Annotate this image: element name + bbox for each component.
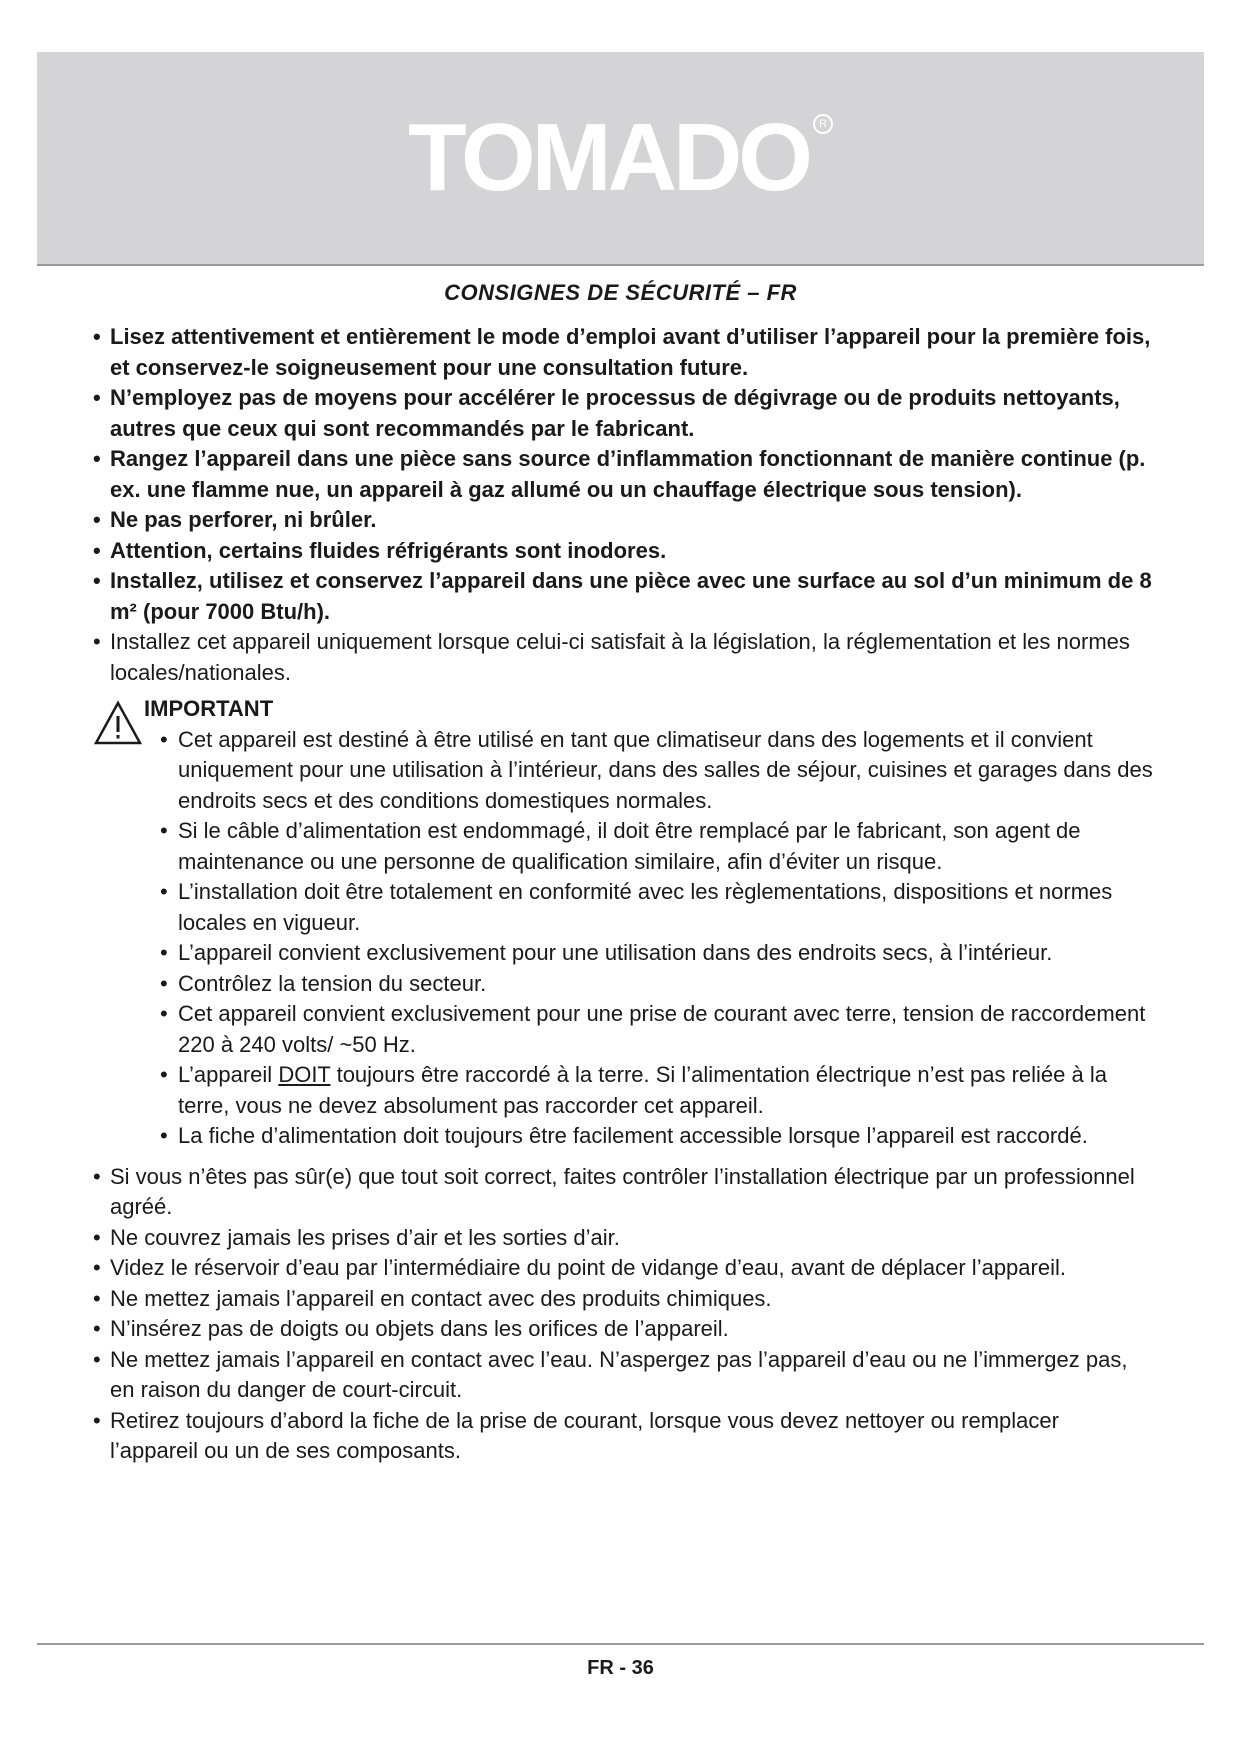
additional-safety-list <box>93 1162 1153 1467</box>
list-item: • N’insérez pas de doigts ou objets dans les orifices de l’appareil. <box>93 1314 1153 1345</box>
doit-after: toujours être raccordé à la terre. Si l’alimentation électrique n’est pas reliée à la terre, vous ne devez absolument pas raccorder cet appareil. <box>178 1062 1107 1118</box>
list-item: • Installez cet appareil uniquement lorsque celui-ci satisfait à la législation, la réglementation et les normes locales/nationales. <box>93 627 1153 688</box>
important-section <box>93 694 1153 1152</box>
list-item: • L’appareil convient exclusivement pour une utilisation dans des endroits secs, à l’intérieur. <box>160 938 1153 969</box>
list-item: • Retirez toujours d’abord la fiche de la prise de courant, lorsque vous devez nettoyer ou remplacer l’appareil ou un de ses composants. <box>93 1406 1153 1467</box>
list-item: • Attention, certains fluides réfrigérants sont inodores. <box>93 536 1153 567</box>
list-item: • Ne mettez jamais l’appareil en contact avec l’eau. N’aspergez pas l’appareil d’eau ou ne l’immergez pas, en raison du danger de court-circuit. <box>93 1345 1153 1406</box>
registered-mark-icon: R <box>813 114 833 134</box>
list-item: • Cet appareil est destiné à être utilisé en tant que climatiseur dans des logements et il convient uniquement pour une utilisation à l’intérieur, dans des salles de séjour, cuisines et garages dans des endroits secs et des conditions domestiques normales. <box>160 725 1153 817</box>
list-item: • Cet appareil convient exclusivement pour une prise de courant avec terre, tension de raccordement 220 à 240 volts/ ~50 Hz. <box>160 999 1153 1060</box>
section-title: CONSIGNES DE SÉCURITÉ – FR <box>444 280 797 305</box>
safety-content <box>93 322 1153 1467</box>
brand-name: TOMADO <box>408 104 809 211</box>
important-list <box>160 725 1153 1152</box>
header-band <box>37 52 1204 266</box>
list-item: • Ne pas perforer, ni brûler. <box>93 505 1153 536</box>
list-item: • La fiche d’alimentation doit toujours être facilement accessible lorsque l’appareil est raccordé. <box>160 1121 1153 1152</box>
list-item: • Videz le réservoir d’eau par l’intermédiaire du point de vidange d’eau, avant de déplacer l’appareil. <box>93 1253 1153 1284</box>
list-item: • L’installation doit être totalement en conformité avec les règlementations, dispositions et normes locales en vigueur. <box>160 877 1153 938</box>
list-item <box>160 1060 1153 1121</box>
list-item: • Si le câble d’alimentation est endommagé, il doit être remplacé par le fabricant, son agent de maintenance ou une personne de qualification similaire, afin d’éviter un risque. <box>160 816 1153 877</box>
doit-before: L’appareil <box>178 1062 279 1087</box>
brand-logo <box>37 104 1204 211</box>
list-item: • Contrôlez la tension du secteur. <box>160 969 1153 1000</box>
warning-triangle-icon <box>93 700 143 746</box>
list-item: • Ne couvrez jamais les prises d’air et les sorties d’air. <box>93 1223 1153 1254</box>
list-item: • Ne mettez jamais l’appareil en contact avec des produits chimiques. <box>93 1284 1153 1315</box>
page-number: FR - 36 <box>587 1657 654 1679</box>
list-item: • Rangez l’appareil dans une pièce sans source d’inflammation fonctionnant de manière continue (p. ex. une flamme nue, un appareil à gaz allumé ou un chauffage électrique sous tension). <box>93 444 1153 505</box>
bold-safety-list <box>93 322 1153 627</box>
important-title: IMPORTANT <box>144 696 274 721</box>
doit-emphasis: DOIT <box>278 1062 331 1087</box>
list-item: • Installez, utilisez et conservez l’appareil dans une pièce avec une surface au sol d’un minimum de 8 m² (pour 7000 Btu/h). <box>93 566 1153 627</box>
list-item: • N’employez pas de moyens pour accélérer le processus de dégivrage ou de produits nettoyants, autres que ceux qui sont recommandés par le fabricant. <box>93 383 1153 444</box>
list-item: • Si vous n’êtes pas sûr(e) que tout soit correct, faites contrôler l’installation électrique par un professionnel agréé. <box>93 1162 1153 1223</box>
list-item: • Lisez attentivement et entièrement le mode d’emploi avant d’utiliser l’appareil pour la première fois, et conservez-le soigneusement pour une consultation future. <box>93 322 1153 383</box>
footer-divider <box>37 1643 1204 1645</box>
